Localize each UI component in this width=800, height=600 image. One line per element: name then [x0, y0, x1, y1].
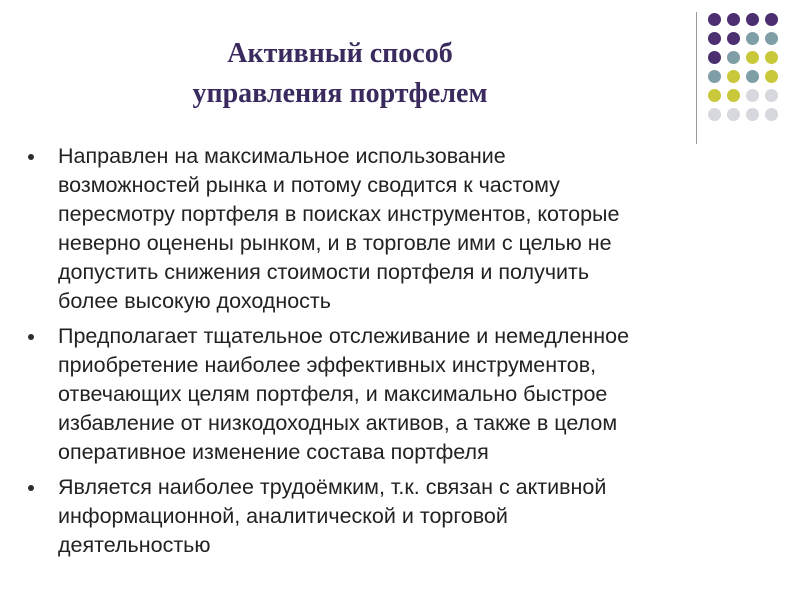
decorative-dot [708, 51, 721, 64]
decorative-dot [727, 13, 740, 26]
decorative-dot [746, 70, 759, 83]
decorative-dot [727, 70, 740, 83]
bullet-text-line: Является наиболее трудоёмким, т.к. связан с активной [58, 475, 607, 499]
decorative-dot [708, 32, 721, 45]
decorative-dot [746, 89, 759, 102]
bullet-text-line: допустить снижения стоимости портфеля и получить [58, 260, 590, 284]
decorative-dot [746, 13, 759, 26]
bullet-text-line: деятельностью [58, 533, 211, 557]
bullet-text-line: приобретение наиболее эффективных инструментов, [58, 353, 597, 377]
decorative-dot [727, 51, 740, 64]
bullet-dot-icon [28, 154, 34, 160]
decorative-dot [746, 51, 759, 64]
bullet-text-line: неверно оценены рынком, и в торговле ими с целью не [58, 231, 612, 255]
decorative-dot [746, 108, 759, 121]
title-line-2: управления портфелем [192, 78, 488, 109]
bullet-text-line: более высокую доходность [58, 289, 331, 313]
bullet-list [26, 142, 786, 566]
decorative-dot [765, 51, 778, 64]
bullet-dot-icon [28, 485, 34, 491]
bullet-text-line: возможностей рынка и потому сводится к частому [58, 173, 560, 197]
decorative-dot [708, 89, 721, 102]
decorative-dot [746, 32, 759, 45]
decorative-dot [708, 108, 721, 121]
decorative-dot [727, 108, 740, 121]
bullet-text-line: Предполагает тщательное отслеживание и немедленное [58, 324, 630, 348]
decorative-dot [765, 108, 778, 121]
bullet-text-line: информационной, аналитической и торговой [58, 504, 508, 528]
decorative-dot [727, 89, 740, 102]
decorative-dot [708, 13, 721, 26]
decorative-dot [765, 89, 778, 102]
decorative-dot-grid [708, 13, 788, 133]
vertical-divider [696, 12, 697, 144]
decorative-dot [765, 13, 778, 26]
bullet-text-line: оперативное изменение состава портфеля [58, 440, 489, 464]
bullet-text-line: Направлен на максимальное использование [58, 144, 506, 168]
slide-title [120, 34, 560, 114]
bullet-item [26, 142, 786, 316]
bullet-text-line: отвечающих целям портфеля, и максимально быстрое [58, 382, 608, 406]
bullet-item [26, 473, 786, 560]
bullet-text-line: пересмотру портфеля в поисках инструментов, которые [58, 202, 620, 226]
bullet-item [26, 322, 786, 467]
decorative-dot [765, 70, 778, 83]
bullet-text-line: избавление от низкодоходных активов, а также в целом [58, 411, 618, 435]
decorative-dot [765, 32, 778, 45]
decorative-dot [708, 70, 721, 83]
decorative-dot [727, 32, 740, 45]
bullet-dot-icon [28, 334, 34, 340]
title-line-1: Активный способ [227, 38, 453, 69]
